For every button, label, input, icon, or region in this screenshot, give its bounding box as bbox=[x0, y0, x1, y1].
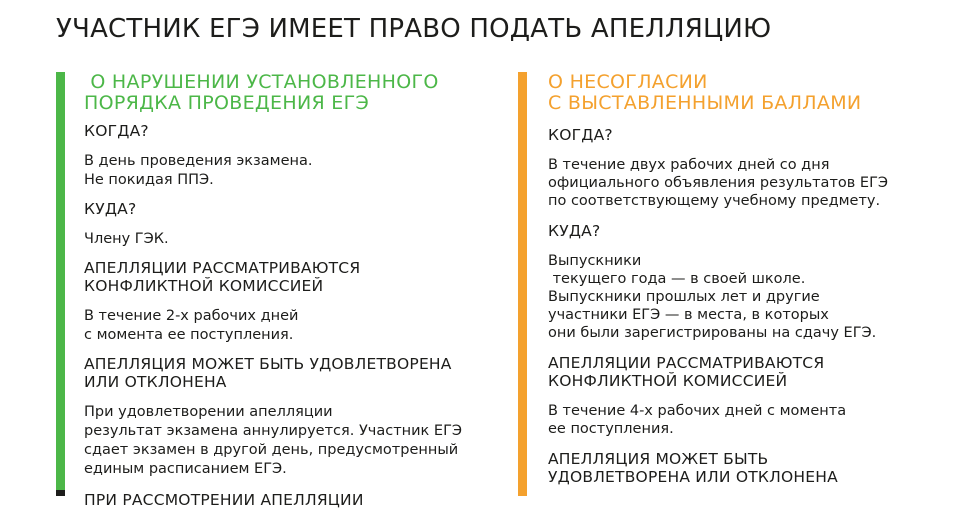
right-when-text bbox=[548, 156, 958, 210]
label-line: ИЛИ ОТКЛОНЕНА bbox=[84, 373, 227, 391]
left-column bbox=[56, 72, 496, 496]
next-section-marker bbox=[56, 490, 65, 496]
right-where-text bbox=[548, 252, 958, 342]
text-line: по соответствующему учебному предмету. bbox=[548, 193, 881, 209]
label-line: УДОВЛЕТВОРЕНА ИЛИ ОТКЛОНЕНА bbox=[548, 468, 838, 486]
left-heading bbox=[84, 72, 496, 114]
right-heading-line: О НЕСОГЛАСИИ bbox=[548, 71, 708, 93]
text-line: сдает экзамен в другой день, предусмотренный bbox=[84, 442, 459, 458]
label-line: КОНФЛИКТНОЙ КОМИССИЕЙ bbox=[84, 277, 324, 295]
text-line: В течение двух рабочих дней со дня bbox=[548, 157, 830, 173]
next-section-heading: ПРИ РАССМОТРЕНИИ АПЕЛЛЯЦИИ bbox=[84, 491, 364, 509]
right-content bbox=[548, 72, 958, 498]
text-line: они были зарегистрированы на сдачу ЕГЭ. bbox=[548, 325, 877, 341]
text-line: официального объявления результатов ЕГЭ bbox=[548, 175, 889, 191]
text-line: В течение 2-х рабочих дней bbox=[84, 308, 299, 324]
text-line: с момента ее поступления. bbox=[84, 327, 294, 343]
left-outcome-label bbox=[84, 355, 496, 391]
label-line: АПЕЛЛЯЦИИ РАССМАТРИВАЮТСЯ bbox=[84, 259, 361, 277]
left-content bbox=[84, 72, 496, 489]
right-accent-bar bbox=[518, 72, 527, 496]
text-line: результат экзамена аннулируется. Участник ЕГЭ bbox=[84, 423, 463, 439]
left-where-text bbox=[84, 230, 496, 249]
right-review-text bbox=[548, 402, 958, 438]
left-heading-line: О НАРУШЕНИИ УСТАНОВЛЕННОГО bbox=[84, 71, 439, 93]
text-line: Члену ГЭК. bbox=[84, 231, 169, 247]
right-where-label: КУДА? bbox=[548, 222, 601, 240]
right-heading-line: С ВЫСТАВЛЕННЫМИ БАЛЛАМИ bbox=[548, 92, 862, 114]
right-heading bbox=[548, 72, 958, 114]
label-line: АПЕЛЛЯЦИЯ МОЖЕТ БЫТЬ УДОВЛЕТВОРЕНА bbox=[84, 355, 452, 373]
left-review-text bbox=[84, 307, 496, 345]
left-where-label: КУДА? bbox=[84, 200, 137, 218]
label-line: КОНФЛИКТНОЙ КОМИССИЕЙ bbox=[548, 372, 788, 390]
right-outcome-label bbox=[548, 450, 958, 486]
left-outcome-text bbox=[84, 403, 496, 479]
page-title: УЧАСТНИК ЕГЭ ИМЕЕТ ПРАВО ПОДАТЬ АПЕЛЛЯЦИЮ bbox=[56, 14, 772, 44]
text-line: участники ЕГЭ — в места, в которых bbox=[548, 307, 829, 323]
label-line: АПЕЛЛЯЦИИ РАССМАТРИВАЮТСЯ bbox=[548, 354, 825, 372]
text-line: текущего года — в своей школе. bbox=[548, 271, 806, 287]
text-line: Выпускники bbox=[548, 253, 642, 269]
right-column bbox=[518, 72, 958, 496]
text-line: единым расписанием ЕГЭ. bbox=[84, 461, 287, 477]
text-line: В день проведения экзамена. bbox=[84, 153, 313, 169]
left-when-label: КОГДА? bbox=[84, 122, 149, 140]
text-line: В течение 4-х рабочих дней с момента bbox=[548, 403, 847, 419]
text-line: При удовлетворении апелляции bbox=[84, 404, 333, 420]
right-review-label bbox=[548, 354, 958, 390]
left-heading-line: ПОРЯДКА ПРОВЕДЕНИЯ ЕГЭ bbox=[84, 92, 370, 114]
text-line: Не покидая ППЭ. bbox=[84, 172, 214, 188]
label-line: АПЕЛЛЯЦИЯ МОЖЕТ БЫТЬ bbox=[548, 450, 769, 468]
left-review-label bbox=[84, 259, 496, 295]
text-line: Выпускники прошлых лет и другие bbox=[548, 289, 820, 305]
left-accent-bar bbox=[56, 72, 65, 496]
right-when-label: КОГДА? bbox=[548, 126, 613, 144]
text-line: ее поступления. bbox=[548, 421, 674, 437]
left-when-text bbox=[84, 152, 496, 190]
